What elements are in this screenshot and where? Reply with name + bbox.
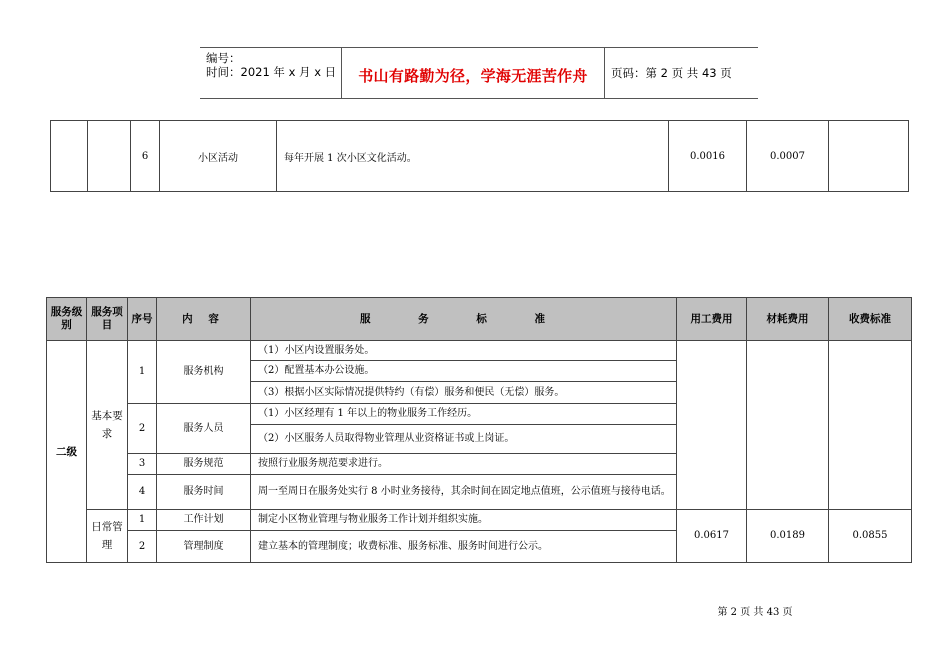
standard-cell: 制定小区物业管理与物业服务工作计划并组织实施。	[251, 510, 677, 531]
level-cell: 二级	[47, 341, 87, 563]
standard-cell: （2）小区服务人员取得物业管理从业资格证书或上岗证。	[251, 425, 677, 454]
seq-cell: 3	[128, 454, 157, 475]
project-daily: 日常管理	[87, 510, 128, 563]
header-motto: 书山有路勤为径，学海无涯苦作舟	[358, 67, 588, 85]
header-page-label: 页码：第 2 页 共 43 页	[611, 66, 732, 80]
header-left-cell	[200, 48, 342, 98]
header-project: 服务项目	[87, 298, 128, 341]
service-standard-table	[46, 297, 912, 563]
standard-cell: （1）小区经理有 1 年以上的物业服务工作经历。	[251, 404, 677, 425]
seq-cell: 1	[128, 341, 157, 404]
seq-cell: 2	[128, 531, 157, 563]
standard-cell: （1）小区内设置服务处。	[251, 341, 677, 361]
material-cost-cell: 0.0189	[747, 510, 829, 563]
standard-cell: （3）根据小区实际情况提供特约（有偿）服务和便民（无偿）服务。	[251, 382, 677, 404]
empty-cell	[51, 121, 88, 192]
document-header	[200, 47, 758, 99]
continued-table-fragment	[50, 120, 909, 192]
standard-cell: 每年开展 1 次小区文化活动。	[277, 121, 669, 192]
table-row	[51, 121, 909, 192]
header-content: 内 容	[157, 298, 251, 341]
code-label: 编号：	[206, 51, 241, 65]
header-right-cell	[605, 48, 758, 98]
content-cell: 服务时间	[157, 475, 251, 510]
standard-cell: 周一至周日在服务处实行 8 小时业务接待，其余时间在固定地点值班，公示值班与接待电话。	[251, 475, 677, 510]
empty-cell	[88, 121, 131, 192]
seq-cell: 2	[128, 404, 157, 454]
footer-page-number: 第 2 页 共 43 页	[717, 607, 793, 618]
time-label: 时间：2021 年 x 月 x 日	[206, 65, 337, 79]
header-seq: 序号	[128, 298, 157, 341]
content-cell: 小区活动	[160, 121, 277, 192]
fee-cell: 0.0855	[829, 510, 912, 563]
seq-cell: 6	[131, 121, 160, 192]
material-cost-cell	[747, 341, 829, 510]
table-row	[47, 510, 912, 531]
header-level: 服务级别	[47, 298, 87, 341]
content-cell: 服务机构	[157, 341, 251, 404]
seq-cell: 4	[128, 475, 157, 510]
project-basic: 基本要求	[87, 341, 128, 510]
content-cell: 工作计划	[157, 510, 251, 531]
header-material: 材耗费用	[747, 298, 829, 341]
content-cell: 管理制度	[157, 531, 251, 563]
header-fee: 收费标准	[829, 298, 912, 341]
table-header-row	[47, 298, 912, 341]
header-middle-cell	[342, 48, 605, 98]
table-row	[47, 341, 912, 361]
labor-cost-cell	[677, 341, 747, 510]
content-cell: 服务人员	[157, 404, 251, 454]
empty-cell	[829, 121, 909, 192]
standard-cell: 建立基本的管理制度；收费标准、服务标准、服务时间进行公示。	[251, 531, 677, 563]
standard-cell: （2）配置基本办公设施。	[251, 361, 677, 382]
labor-cost-cell: 0.0016	[669, 121, 747, 192]
header-labor: 用工费用	[677, 298, 747, 341]
seq-cell: 1	[128, 510, 157, 531]
material-cost-cell: 0.0007	[747, 121, 829, 192]
header-standard: 服 务 标 准	[251, 298, 677, 341]
standard-cell: 按照行业服务规范要求进行。	[251, 454, 677, 475]
labor-cost-cell: 0.0617	[677, 510, 747, 563]
fee-cell	[829, 341, 912, 510]
content-cell: 服务规范	[157, 454, 251, 475]
